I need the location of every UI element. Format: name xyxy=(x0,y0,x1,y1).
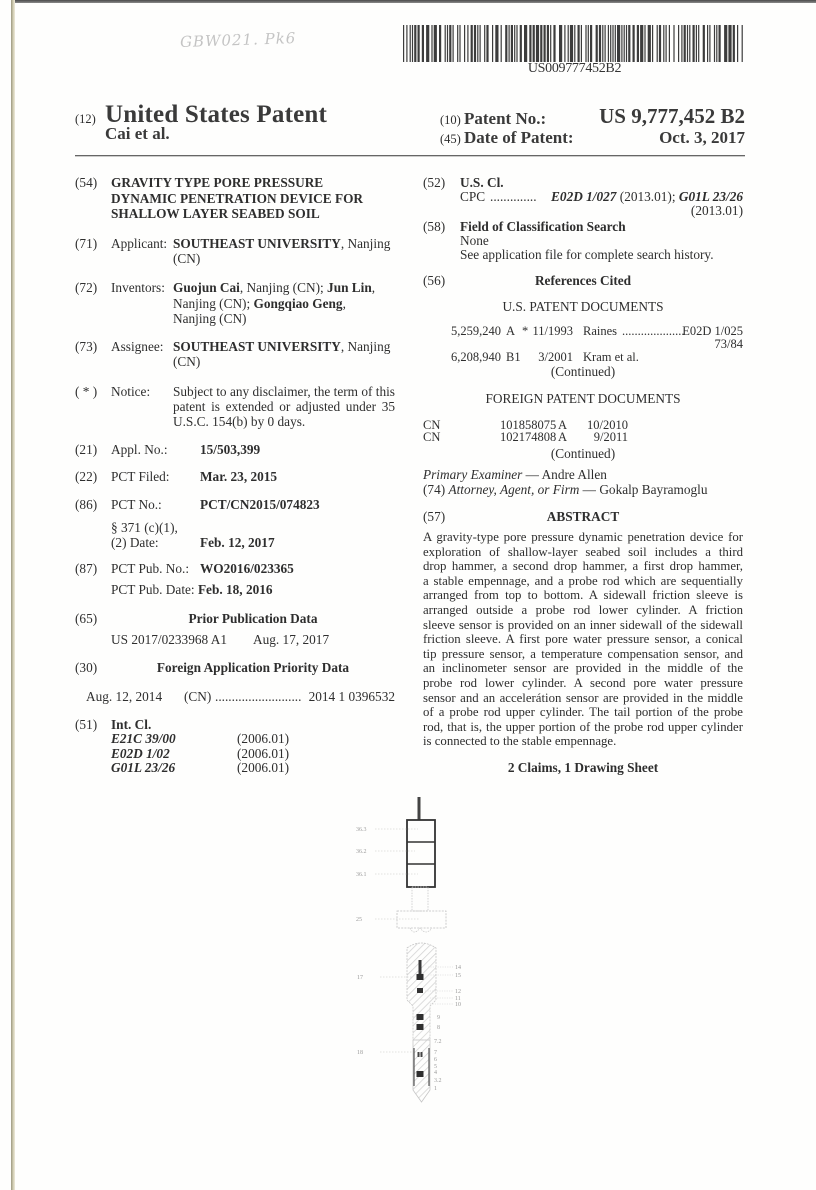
barcode-bar xyxy=(585,25,586,62)
foreign-patent-docs-heading: FOREIGN PATENT DOCUMENTS xyxy=(485,391,681,406)
int-cl-version: (2006.01) xyxy=(237,760,290,775)
applicant-code: (71) xyxy=(75,236,98,251)
abstract-heading: ABSTRACT xyxy=(546,509,620,524)
barcode-bar xyxy=(520,25,522,62)
abstract-line: rod, that is, the upper portion of the probe rod upper cylinder xyxy=(423,719,743,734)
leader-dots: .............. xyxy=(490,189,537,204)
barcode-bar xyxy=(737,25,738,62)
foreign-ref-kind: A xyxy=(558,418,568,432)
barcode-bar xyxy=(412,25,413,62)
int-cl-heading: Int. Cl. xyxy=(111,717,152,732)
drawing-label: 7 xyxy=(434,1050,437,1056)
barcode-bar xyxy=(615,25,616,62)
barcode-bar xyxy=(511,25,513,62)
abstract-line: friction sleeve. A first pore water pressure sensor, a conical xyxy=(423,632,743,647)
us-cl-heading: U.S. Cl. xyxy=(460,175,504,190)
applicant-label: Applicant: xyxy=(111,236,168,251)
barcode-bar xyxy=(617,25,620,62)
barcode-bar xyxy=(742,25,743,62)
int-cl-code: (51) xyxy=(75,717,98,732)
ref-class: 73/84 xyxy=(714,337,743,351)
barcode-bar xyxy=(644,25,645,62)
drawing-label: 4 xyxy=(434,1070,437,1076)
separator: — xyxy=(579,482,600,497)
barcode-bar xyxy=(628,25,630,62)
barcode-bar xyxy=(602,25,603,62)
barcode-bar xyxy=(608,25,609,62)
barcode-bar xyxy=(621,25,622,62)
ref-name: Kram et al. xyxy=(583,350,639,364)
representative-drawing xyxy=(330,790,480,1105)
barcode-bar xyxy=(495,25,498,62)
foreign-priority-date: Aug. 12, 2014 xyxy=(86,689,163,704)
scan-left-edge xyxy=(11,0,15,1190)
field-search-heading: Field of Classification Search xyxy=(460,219,626,234)
handwritten-note: GBW021. Pk6 xyxy=(179,28,297,52)
drawing-label: 11 xyxy=(455,996,461,1002)
title-code: (54) xyxy=(75,175,98,190)
separator: — xyxy=(522,467,542,482)
barcode-bar xyxy=(684,25,686,62)
pct-filed-code: (22) xyxy=(75,469,98,484)
barcode-bar xyxy=(533,25,535,62)
barcode-bar xyxy=(681,25,682,62)
date-code: (45) xyxy=(440,132,461,146)
barcode-bar xyxy=(540,25,542,62)
notice-line: U.S.C. 154(b) by 0 days. xyxy=(173,414,306,429)
ref-date: 11/1993 xyxy=(532,324,573,338)
foreign-ref-country: CN xyxy=(423,418,441,432)
barcode-bar xyxy=(457,25,458,62)
drop-hammer-stack xyxy=(407,820,435,887)
primary-examiner xyxy=(423,467,607,482)
separator: , xyxy=(342,295,346,311)
cpc-version: (2013.01); xyxy=(619,189,676,204)
barcode-bar xyxy=(403,25,404,62)
drawing-label: 36.3 xyxy=(356,827,367,833)
s371-label: § 371 (c)(1), xyxy=(111,520,178,535)
barcode-bar xyxy=(637,25,639,62)
barcode-bar xyxy=(648,25,651,62)
barcode-bar xyxy=(666,25,667,62)
barcode-bar xyxy=(453,25,454,62)
assignee-label: Assignee: xyxy=(111,339,164,354)
us-patent-docs-heading: U.S. PATENT DOCUMENTS xyxy=(502,299,664,314)
foreign-priority-heading: Foreign Application Priority Data xyxy=(156,660,350,675)
inventor-name: Guojun Cai xyxy=(173,280,240,295)
abstract-line: sensor and an accelerátion sensor are provided in the middle xyxy=(423,690,743,705)
barcode-bar xyxy=(590,25,592,62)
cpc-class: E02D 1/027 xyxy=(551,189,617,204)
leader-dots: .................... xyxy=(622,324,684,338)
barcode-bar xyxy=(422,25,424,62)
barcode-bar xyxy=(698,25,699,62)
barcode-bar xyxy=(501,25,502,62)
patent-no-label: Patent No.: xyxy=(464,109,547,128)
notice-line: Subject to any disclaimer, the term of this xyxy=(173,384,395,399)
barcode-bar xyxy=(477,25,478,62)
field-search-line: See application file for complete search history. xyxy=(460,247,714,262)
barcode-bar xyxy=(536,25,539,62)
drawing-label: 17 xyxy=(357,975,363,981)
abstract-line: drop hammer, a second drop hammer, a first drop hammer, xyxy=(423,559,743,574)
barcode-bar xyxy=(449,25,451,62)
prior-pub-number: US 2017/0233968 A1 xyxy=(111,632,227,647)
barcode-bar xyxy=(447,25,448,62)
foreign-priority-country: (CN) xyxy=(184,689,212,704)
drawing-label: 12 xyxy=(455,989,461,995)
applicant-name: SOUTHEAST UNIVERSITY xyxy=(173,236,341,251)
barcode-bar xyxy=(663,25,664,62)
cpc-version: (2013.01) xyxy=(690,203,743,218)
inventors-line xyxy=(173,296,346,311)
barcode-bar xyxy=(570,25,573,62)
barcode-bar xyxy=(553,25,555,62)
pct-no-value: PCT/CN2015/074823 xyxy=(200,497,320,512)
separator: , xyxy=(371,280,376,295)
drawing-label: 36.2 xyxy=(356,849,367,855)
barcode-bar xyxy=(633,25,635,62)
barcode-bar xyxy=(492,25,493,62)
abstract-line: probe rod lower cylinder. A second pore water pressure xyxy=(423,676,743,690)
barcode-bar xyxy=(673,25,674,62)
pct-pub-no-code: (87) xyxy=(75,561,98,576)
pct-filed-label: PCT Filed: xyxy=(111,469,170,484)
barcode-bar xyxy=(687,25,688,62)
barcode-bar xyxy=(431,25,432,62)
authors: Cai et al. xyxy=(105,124,170,143)
barcode-bar xyxy=(689,25,690,62)
foreign-ref-date: 9/2011 xyxy=(593,430,628,444)
barcode-bar xyxy=(464,25,465,62)
barcode-bar xyxy=(659,25,661,62)
barcode-bar xyxy=(486,25,488,62)
barcode-bar xyxy=(693,25,695,62)
barcode-bar xyxy=(514,25,515,62)
barcode-bar xyxy=(474,25,476,62)
ref-name: Raines xyxy=(583,324,618,338)
barcode-bar xyxy=(524,25,527,62)
appl-no-label: Appl. No.: xyxy=(111,442,168,457)
barcode-bar xyxy=(480,25,481,62)
foreign-ref-date: 10/2010 xyxy=(587,418,628,432)
barcode-bar xyxy=(626,25,627,62)
appl-no-value: 15/503,399 xyxy=(200,442,261,457)
barcode xyxy=(403,25,746,62)
foreign-ref-number: 102174808 xyxy=(500,430,557,444)
pct-pub-no-value: WO2016/023365 xyxy=(200,561,294,576)
abstract-line: tip pressure sensor, a temperature compensation sensor, and xyxy=(423,646,743,661)
barcode-bar xyxy=(596,25,598,62)
abstract-line: sleeve sensor is provided on an inner sidewall of the sidewall xyxy=(423,617,743,632)
barcode-bar xyxy=(707,25,708,62)
ref-date: 3/2001 xyxy=(538,350,573,364)
foreign-priority-number: 2014 1 0396532 xyxy=(308,689,395,704)
barcode-bar xyxy=(640,25,643,62)
barcode-bar xyxy=(719,25,721,62)
attorney-code: (74) xyxy=(423,482,446,497)
barcode-bar xyxy=(505,25,507,62)
abstract-line: arranged from top to bottom. A sidewall friction sleeve is xyxy=(423,588,743,603)
ref-number: 5,259,240 xyxy=(451,324,501,338)
us-cl-code: (52) xyxy=(423,175,446,190)
drawing-label: 25 xyxy=(356,917,362,923)
barcode-bar xyxy=(716,25,717,62)
sensor-block xyxy=(418,1052,420,1057)
barcode-bar xyxy=(605,25,606,62)
barcode-bar xyxy=(578,25,580,62)
inventor-name: Jun Lin xyxy=(327,280,372,295)
pct-pub-date-value: Feb. 18, 2016 xyxy=(197,582,273,597)
drawing-label: 7.2 xyxy=(434,1039,442,1045)
barcode-bar xyxy=(703,25,705,62)
barcode-bar xyxy=(544,25,546,62)
barcode-bar xyxy=(657,25,658,62)
drawing-label: 10 xyxy=(455,1002,461,1008)
drawing-label: 18 xyxy=(357,1050,363,1056)
barcode-bar xyxy=(547,25,549,62)
notice-label: Notice: xyxy=(111,384,151,399)
scan-top-edge xyxy=(12,0,816,3)
drawing-label: 6 xyxy=(434,1057,437,1063)
foreign-ref-kind: A xyxy=(558,430,568,444)
barcode-bar xyxy=(559,25,562,62)
barcode-bar xyxy=(610,25,611,62)
foreign-ref-number: 101858075 xyxy=(500,418,557,432)
sensor-block xyxy=(417,1071,424,1077)
connector-spring xyxy=(412,887,428,911)
patent-no-code: (10) xyxy=(440,113,461,127)
ref-kind: B1 xyxy=(506,350,521,364)
barcode-bar xyxy=(467,25,468,62)
sensor-block xyxy=(417,988,423,993)
drawing-label: 36.1 xyxy=(356,872,367,878)
abstract-line: a stable empennage, and a probe rod which are sequentially xyxy=(423,573,743,588)
applicant-value xyxy=(173,236,390,251)
drawing-label: 5 xyxy=(434,1064,437,1070)
barcode-bar xyxy=(568,25,569,62)
empennage-joint xyxy=(410,928,432,932)
document-title: United States Patent xyxy=(105,101,328,128)
ref-number: 6,208,940 xyxy=(451,350,501,364)
int-cl-class: E02D 1/02 xyxy=(111,745,170,761)
abstract-line: of a probe rod upper cylinder. The tail portion of the probe xyxy=(423,705,743,720)
abstract-line: is connected to the stable empennage. xyxy=(423,734,617,749)
pct-pub-date xyxy=(111,582,273,597)
claims-summary: 2 Claims, 1 Drawing Sheet xyxy=(507,760,659,775)
sensor-block xyxy=(421,1052,423,1057)
inventors-label: Inventors: xyxy=(111,280,165,295)
abstract-line: arranged outside a probe rod lower cylinder. A friction xyxy=(423,603,743,617)
barcode-text: US009777452B2 xyxy=(527,61,622,76)
barcode-bar xyxy=(588,25,589,62)
barcode-bar xyxy=(652,25,653,62)
sensor-block xyxy=(417,1014,424,1020)
date-label: Date of Patent: xyxy=(464,128,574,147)
int-cl-class: E21C 39/00 xyxy=(111,731,176,746)
drawing-label: 15 xyxy=(455,973,461,979)
stable-empennage xyxy=(397,911,446,928)
drawing-label: 3.2 xyxy=(434,1078,442,1084)
barcode-bar xyxy=(439,25,441,62)
foreign-docs-continued: (Continued) xyxy=(550,446,616,461)
type-code: (12) xyxy=(75,112,96,126)
drawing-label: 14 xyxy=(455,965,461,971)
drawing-label: 1 xyxy=(434,1086,437,1092)
cpc-classes xyxy=(551,189,743,204)
us-docs-continued: (Continued) xyxy=(550,364,616,379)
examiner-label: Primary Examiner xyxy=(423,467,523,482)
abstract-line: an inclinometer sensor are provided in the middle of the xyxy=(423,661,743,676)
abstract-code: (57) xyxy=(423,509,446,524)
field-search-code: (58) xyxy=(423,219,446,234)
inventor-location: , Nanjing (CN); xyxy=(239,280,328,295)
int-cl-version: (2006.01) xyxy=(237,731,290,746)
inner-rod xyxy=(419,960,422,975)
barcode-bar xyxy=(733,25,735,62)
barcode-bar xyxy=(696,25,697,62)
attorney xyxy=(423,482,708,497)
assignee-location: , Nanjing xyxy=(340,339,391,354)
ref-star: * xyxy=(522,324,529,338)
invention-title-line: GRAVITY TYPE PORE PRESSURE xyxy=(111,175,324,190)
assignee-code: (73) xyxy=(75,339,98,354)
prior-pub-heading: Prior Publication Data xyxy=(188,611,318,626)
abstract-line: exploration of shallow-layer seabed soil includes a third xyxy=(423,544,743,559)
field-search-line: None xyxy=(460,233,489,248)
inventors-code: (72) xyxy=(75,280,98,295)
invention-title-line: SHALLOW LAYER SEABED SOIL xyxy=(111,206,320,221)
barcode-bar xyxy=(410,25,411,62)
int-cl-version: (2006.01) xyxy=(237,745,290,761)
barcode-bar xyxy=(564,25,565,62)
sensor-block xyxy=(417,1024,424,1030)
abstract-line: A gravity-type pore pressure dynamic penetration device for xyxy=(423,530,743,544)
barcode-bar xyxy=(471,25,473,62)
barcode-bar xyxy=(709,25,710,62)
pct-pub-no-label: PCT Pub. No.: xyxy=(111,561,190,576)
barcode-bar xyxy=(624,25,625,62)
applicant-country: (CN) xyxy=(173,251,201,266)
barcode-bar xyxy=(426,25,429,62)
header-divider xyxy=(75,155,745,156)
date-of-patent: Oct. 3, 2017 xyxy=(659,128,745,147)
barcode-bar xyxy=(414,25,416,62)
drawing-label: 8 xyxy=(437,1025,440,1031)
invention-title-line: DYNAMIC PENETRATION DEVICE FOR xyxy=(111,190,364,206)
pct-filed-value: Mar. 23, 2015 xyxy=(200,469,278,484)
prior-pub-code: (65) xyxy=(75,611,98,626)
leader-dots: .......................... xyxy=(215,689,302,704)
patent-number: US 9,777,452 B2 xyxy=(599,104,745,128)
cpc-class: G01L 23/26 xyxy=(678,189,743,204)
applicant-location: , Nanjing xyxy=(340,236,391,251)
inventors-line: Nanjing (CN) xyxy=(173,311,247,326)
barcode-bar xyxy=(678,25,679,62)
barcode-bar xyxy=(550,25,551,62)
barcode-bar xyxy=(509,25,510,62)
barcode-bar xyxy=(669,25,670,62)
assignee-value xyxy=(173,339,390,354)
barcode-bar xyxy=(529,25,531,62)
notice-line: patent is extended or adjusted under 35 xyxy=(173,399,395,414)
barcode-bar xyxy=(728,25,731,62)
s371-date-label: (2) Date: xyxy=(111,535,159,550)
inventors-line xyxy=(173,280,375,295)
assignee-country: (CN) xyxy=(173,354,201,369)
barcode-bar xyxy=(418,25,420,62)
prior-pub-date: Aug. 17, 2017 xyxy=(253,632,330,647)
drawing-label: 9 xyxy=(437,1015,440,1021)
barcode-bar xyxy=(574,25,575,62)
pct-no-code: (86) xyxy=(75,497,98,512)
barcode-bar xyxy=(714,25,715,62)
notice-code: ( * ) xyxy=(75,384,98,399)
pct-no-label: PCT No.: xyxy=(111,497,162,512)
foreign-ref-country: CN xyxy=(423,430,441,444)
assignee-name: SOUTHEAST UNIVERSITY xyxy=(173,339,341,354)
int-cl-class: G01L 23/26 xyxy=(111,760,176,775)
ref-class: E02D 1/025 xyxy=(682,324,743,338)
examiner-name: Andre Allen xyxy=(541,467,607,482)
barcode-bar xyxy=(406,25,407,62)
barcode-bar xyxy=(724,25,727,62)
appl-no-code: (21) xyxy=(75,442,98,457)
barcode-bar xyxy=(434,25,437,62)
references-heading: References Cited xyxy=(534,273,632,288)
barcode-bar xyxy=(516,25,517,62)
ref-kind: A xyxy=(506,324,516,338)
barcode-bar xyxy=(599,25,601,62)
inventor-location: Nanjing (CN); xyxy=(173,295,254,311)
references-code: (56) xyxy=(423,273,446,288)
sensor-block xyxy=(417,974,424,980)
barcode-bar xyxy=(484,25,485,62)
barcode-bar xyxy=(612,25,613,62)
cpc-label: CPC xyxy=(460,189,486,204)
attorney-name: Gokalp Bayramoglu xyxy=(599,482,708,497)
s371-date-value: Feb. 12, 2017 xyxy=(200,535,275,550)
foreign-priority-code: (30) xyxy=(75,660,98,675)
barcode-bar xyxy=(445,25,446,62)
attorney-label: Attorney, Agent, or Firm xyxy=(448,482,580,497)
inventor-name: Gongqiao Geng xyxy=(253,295,343,311)
barcode-bar xyxy=(581,25,582,62)
pct-pub-date-label: PCT Pub. Date: xyxy=(111,582,195,597)
barcode-bar xyxy=(459,25,460,62)
